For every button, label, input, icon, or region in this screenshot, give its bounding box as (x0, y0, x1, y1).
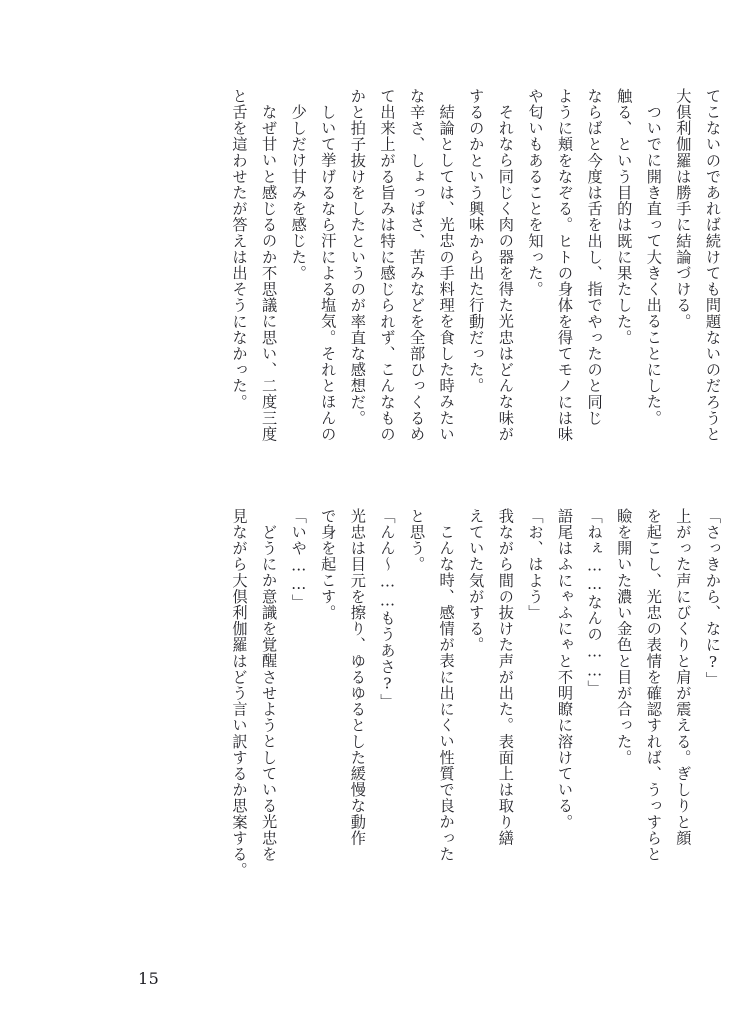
text-column: 「お、はよう」 (526, 508, 545, 621)
text-column: 上がった声にびくりと肩が震える。ぎしりと顔 (674, 508, 693, 847)
text-column: 光忠は目元を擦り、ゆるゆるとした緩慢な動作 (348, 508, 367, 847)
text-block-lower (100, 508, 720, 938)
text-column: 語尾はふにゃふにゃと不明瞭に溶けている。 (556, 508, 575, 830)
text-column: を起こし、光忠の表情を確認すれば、うっすらと (644, 508, 663, 863)
text-column: 我ながら間の抜けた声が出た。表面上は取り繕 (496, 508, 515, 847)
text-column: な辛さ、しょっぱさ、苦みなどを全部ひっくるめ (408, 88, 427, 443)
text-column: なぜ甘いと感じるのか不思議に思い、二度三度 (260, 104, 279, 443)
text-column: 触る、という目的は既に果たした。 (615, 88, 634, 346)
text-column: するのかという興味から出た行動だった。 (467, 88, 486, 394)
text-column: 大倶利伽羅は勝手に結論づける。 (674, 88, 693, 330)
text-column: で身を起こす。 (319, 508, 338, 621)
text-column: 瞼を開いた濃い金色と目が合った。 (615, 508, 634, 766)
text-column: と思う。 (408, 508, 427, 573)
text-column: それなら同じく肉の器を得た光忠はどんな味が (496, 104, 515, 443)
text-column: 「んん〜……もうあさ?」 (378, 508, 397, 710)
text-column: えていた気がする。 (467, 508, 486, 653)
text-column: ように頬をなぞる。ヒトの身体を得てモノには味 (556, 88, 575, 443)
text-column: ならばと今度は舌を出し、指でやったのと同じ (585, 88, 604, 427)
text-column: 見ながら大倶利伽羅はどう言い訳するか思案する。 (230, 508, 249, 879)
text-column: 「さっきから、なに?」 (704, 508, 722, 688)
text-column: て出来上がる旨みは特に感じられず、こんなもの (378, 88, 397, 443)
text-column: しいて挙げるなら汗による塩気。それとほんの (319, 104, 338, 443)
text-column: や匂いもあることを知った。 (526, 88, 545, 298)
text-column: 少しだけ甘みを感じた。 (289, 104, 308, 282)
text-column: 「ねぇ……なんの……」 (585, 508, 604, 697)
text-column: 「いや……」 (289, 508, 308, 611)
text-column: ついでに開き直って大きく出ることにした。 (644, 104, 663, 427)
text-column: てこないのであれば続けても問題ないのだろうと (704, 88, 722, 443)
text-column: と舌を這わせたが答えは出そうになかった。 (230, 88, 249, 410)
text-column: かと拍子抜けをしたというのが率直な感想だ。 (348, 88, 367, 427)
page-number: 15 (138, 969, 160, 988)
text-block-upper (100, 88, 720, 488)
text-column: どうにか意識を覚醒させようとしている光忠を (260, 524, 279, 863)
text-column: 結論としては、光忠の手料理を食した時みたい (437, 104, 456, 443)
text-column: こんな時、感情が表に出にくい性質で良かった (437, 524, 456, 863)
